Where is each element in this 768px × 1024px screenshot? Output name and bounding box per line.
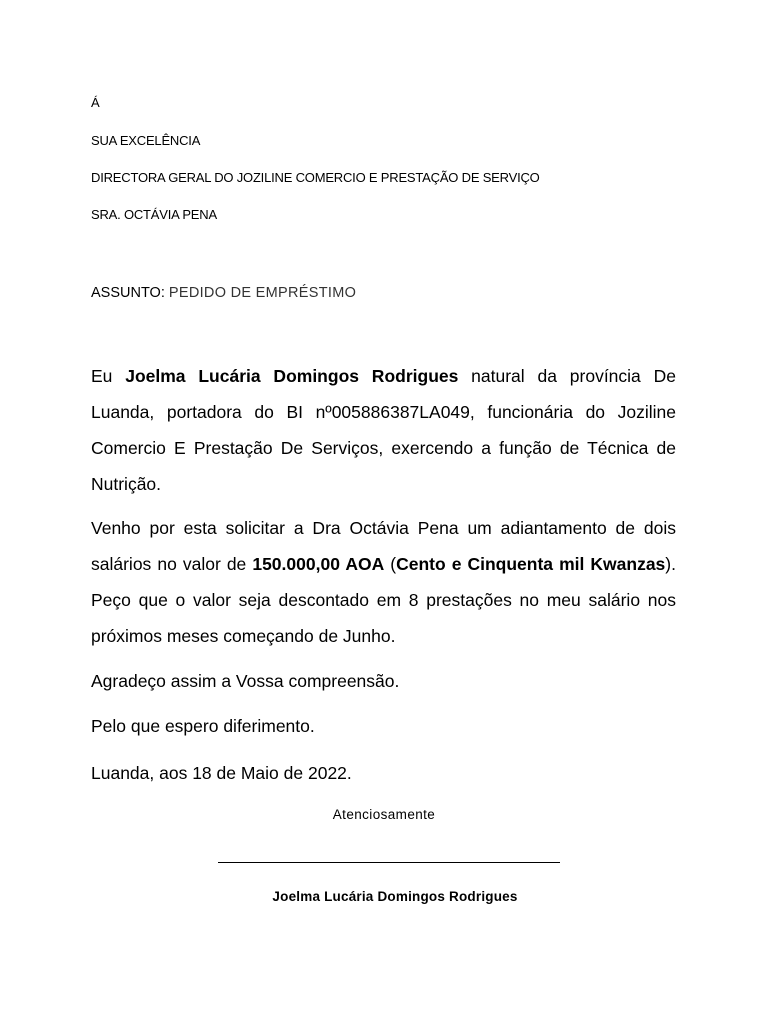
- paragraph1-prefix: Eu: [91, 366, 126, 386]
- signature-name: Joelma Lucária Domingos Rodrigues: [272, 889, 518, 904]
- paragraph-request: [91, 510, 676, 654]
- signature-line: [218, 862, 560, 863]
- paragraph-closing-request: Pelo que espero diferimento.: [91, 716, 315, 736]
- paragraph1-rest: natural da província De Luanda, portadora do BI nº005886387LA049, funcionária do Joziline Comercio E Prestação De Serviços, exercendo a função de Técnica de Nutrição.: [91, 366, 676, 494]
- paragraph-date: Luanda, aos 18 de Maio de 2022.: [91, 763, 352, 783]
- author-name: Joelma Lucária Domingos Rodrigues: [125, 366, 459, 386]
- salutation: Á: [91, 95, 100, 110]
- subject-label: ASSUNTO:: [91, 285, 165, 301]
- recipient-name: SRA. OCTÁVIA PENA: [91, 207, 217, 222]
- recipient-title: SUA EXCELÊNCIA: [91, 133, 201, 148]
- paragraph2-part2: (: [384, 554, 397, 574]
- recipient-position: DIRECTORA GERAL DO JOZILINE COMERCIO E PRESTAÇÃO DE SERVIÇO: [91, 170, 540, 185]
- subject-line: [91, 285, 356, 301]
- loan-amount-words: Cento e Cinquenta mil Kwanzas: [396, 554, 666, 574]
- paragraph2-part3: ). Peço que o valor seja descontado em 8 prestações no meu salário nos próximos meses começando de Junho.: [91, 554, 676, 646]
- paragraph-thanks: Agradeço assim a Vossa compreensão.: [91, 671, 400, 691]
- loan-amount: 150.000,00 AOA: [252, 554, 385, 574]
- paragraph2-part1: Venho por esta solicitar a Dra Octávia Pena um adiantamento de dois salários no valor de: [91, 518, 676, 574]
- subject-value: PEDIDO DE EMPRÉSTIMO: [168, 285, 357, 301]
- closing-salutation: Atenciosamente: [332, 807, 436, 822]
- paragraph-identification: [91, 358, 676, 502]
